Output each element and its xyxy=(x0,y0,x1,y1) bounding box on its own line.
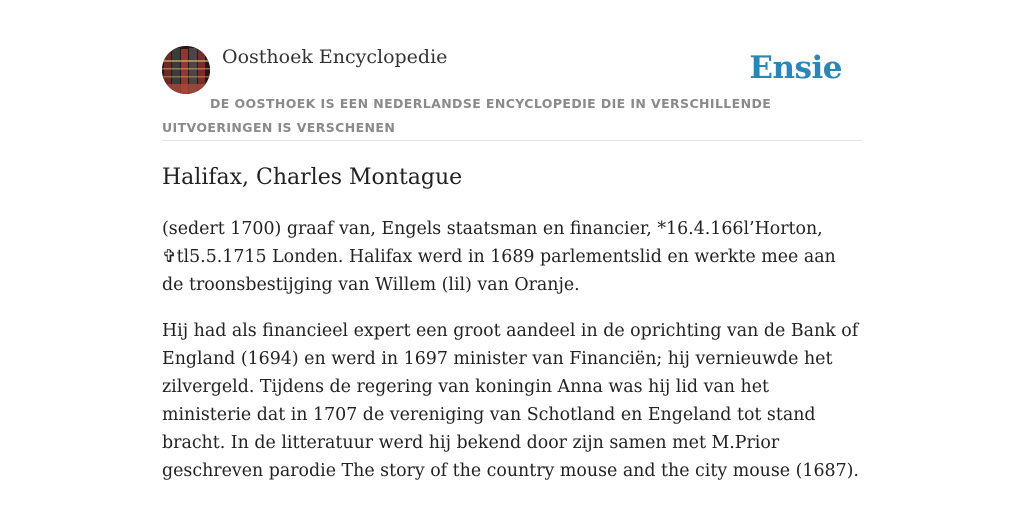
site-header xyxy=(162,44,862,141)
brand-logo[interactable]: Ensie xyxy=(749,50,842,86)
article xyxy=(162,162,862,503)
site-tagline: DE OOSTHOEK IS EEN NEDERLANDSE ENCYCLOPEDIE DIE IN VERSCHILLENDE UITVOERINGEN IS VERSCHENEN xyxy=(162,96,772,135)
article-title: Halifax, Charles Montague xyxy=(162,165,463,190)
book-spines-icon[interactable] xyxy=(162,46,210,94)
article-paragraph: (sedert 1700) graaf van, Engels staatsman en financier, *16.4.166l’Horton, ✞tl5.5.1715 Londen. Halifax werd in 1689 parlementslid en werkte mee aan de troonsbestijging van Willem (lil) van Oranje. xyxy=(162,219,836,295)
article-paragraph: Hij had als financieel expert een groot aandeel in de oprichting van de Bank of England (1694) en werd in 1697 minister van Financiën; hij vernieuwde het zilvergeld. Tijdens de regering van koningin Anna was hij lid van het ministerie dat in 1707 de vereniging van Schotland en Engeland tot stand bracht. In de litteratuur werd hij bekend door zijn samen met M.Prior geschreven parodie The story of the country mouse and the city mouse (1687). xyxy=(162,321,859,481)
site-name[interactable]: Oosthoek Encyclopedie xyxy=(222,46,448,68)
